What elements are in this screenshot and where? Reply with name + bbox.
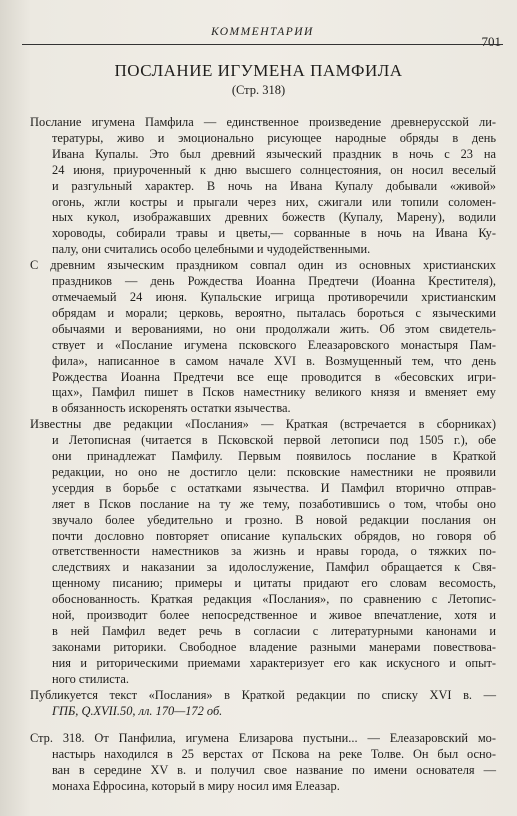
text-line: следствиях и наказании за идолослужение, Памфил обращается к Свя- [52,560,496,575]
text-line: и разгульный характер. В ночь на Ивана Купалу добывали «живой» [52,178,496,193]
section-gap [30,719,496,731]
text-line: Ивана Купалы. Это был древний языческий праздник в ночь с 23 на [52,146,496,161]
text-line: щах», Памфил пишет в Псков наместнику великого князя и вменяет ему [52,385,496,400]
text-line: щенному писанию; примеры и цитаты придают его словам весомость, [52,576,496,591]
text-line: Известны две редакции «Послания» — Краткая (встречается в сборниках) [30,417,496,432]
running-head [22,22,503,49]
text-line: почти дословно повторяет описание купальских обрядов, но говоря об [52,528,496,543]
text-line: редакции, но оно не достигло цели: псковские наместники не проявили [52,464,496,479]
header-rule [22,44,503,45]
paragraph-2 [30,258,496,417]
text-line: ной, производит более непосредственное и живое впечатление, хотя и [52,608,496,623]
text-line: в ней Памфил ведет речь в согласии с литературными канонами и [52,624,496,638]
text-line: законами риторики. Свободное владение разными манерами повествова- [52,639,496,654]
section-page-ref: (Стр. 318) [231,83,286,97]
note-line: Стр. 318. От Панфилиа, игумена Елизарова пустыни... — Елеазаровский мо- [30,731,496,746]
text-line: отмечаемый 24 июня. Купальские игрища противоречили христианским [52,289,496,304]
text-line: Послание игумена Памфила — единственное произведение древнерусской ли- [30,115,496,129]
text-line: фила», написанное в самом начале XVI в. Возмущенный тем, что день [52,353,496,368]
note-line: ван в середине XV в. и получил свое название по имени основателя — [52,763,496,778]
section-heading [0,60,517,99]
text-line: ного стилиста. [52,671,129,686]
text-line: в обязанность искоренять остатки язычества. [52,401,291,416]
paragraph-4 [30,688,496,720]
source-reference: ГПБ, Q.XVII.50, лл. 170—172 об. [52,703,223,718]
note-line: монаха Ефросина, который в миру носил имя Елеазар. [52,779,340,794]
note-line: настырь находился в 25 верстах от Пскова на реке Толве. Он был осно- [52,747,496,762]
text-line: хороводы, собирали травы и цветы,— сорванные в ночь на Ивана Ку- [52,226,496,241]
text-line: они принадлежат Памфилу. Первым появилось послание в Краткой [52,449,496,464]
text-line: праздников — день Рождества Иоанна Предтечи (Иоанна Крестителя), [52,274,496,289]
paragraph-1 [30,115,496,258]
text-line: огонь, жгли костры и прыгали через них, сжигали или топили соломен- [52,194,496,209]
text-line: ляет в Псков послание на ту же тему, позаботившись о том, чтобы оно [52,496,496,511]
text-line: звучало более убедительно и грозно. В новой редакции послания он [52,512,496,527]
text-line: ствует и «Послание игумена псковского Елеазаровского монастыря Пам- [52,337,496,352]
text-line: Публикуется текст «Послания» в Краткой редакции по списку XVI в. — [30,687,496,702]
text-line: обрядам и морали; церковь, вероятно, пыталась бороться с языческими [52,305,496,320]
text-line: Рождества Иоанна Предтечи все еще проводится в «бесовских игри- [52,369,496,384]
text-line: палу, они считались особо целебными и чудодейственными. [52,242,371,257]
paragraph-3 [30,417,496,687]
text-line: 24 июня, приуроченный к дню высшего солнцестояния, он носил веселый [52,162,496,177]
text-line: С древним языческим праздником совпал один из основных христианских [30,258,496,273]
running-title: КОММЕНТАРИИ [211,26,314,38]
text-line: обычаями и верованиями, но они продолжали жить. Об этом свидетель- [52,321,496,336]
text-line: усердия в борьбе с остатками язычества. И Памфил вторично отправ- [52,480,496,495]
text-line: тературы, живо и эмоционально рисующее народные обряды в день [52,130,496,145]
section-title: ПОСЛАНИЕ ИГУМЕНА ПАМФИЛА [114,61,403,80]
text-line: ных кукол, изображавших древних божеств (Купалу, Марену), водили [52,210,496,225]
text-line: ответственности наместников за жизнь и нравы города, о тяжких по- [52,544,496,559]
text-line: обоснованность. Краткая редакция «Послания», по сравнению с Летопис- [52,592,496,607]
commentary-body [30,115,496,795]
text-line: ния и риторическими приемами характеризует его как искусного и опыт- [52,655,496,670]
text-line: и Летописная (читается в Псковской первой летописи под 1505 г.), обе [52,433,496,448]
page-number: 701 [481,34,501,49]
note-paragraph [30,731,496,795]
